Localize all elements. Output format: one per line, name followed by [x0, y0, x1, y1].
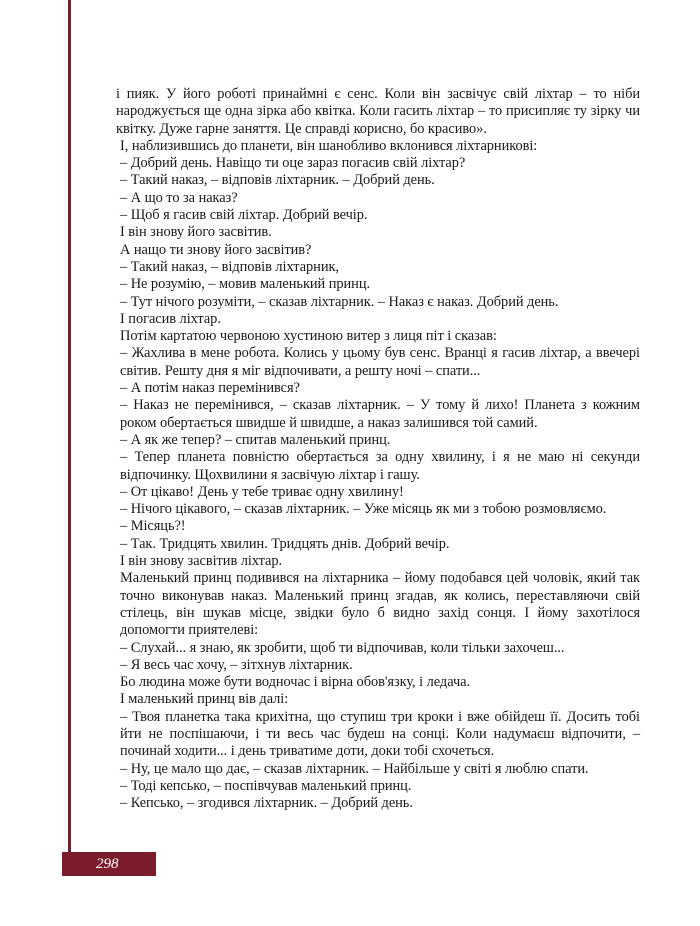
- paragraph-11: – Тут нічого розуміти, – сказав ліхтарник. – Наказ є наказ. Добрий день.: [120, 293, 559, 310]
- paragraph-6: – Щоб я гасив свій ліхтар. Добрий вечір.: [120, 207, 368, 224]
- paragraph-32: – Кепсько, – згодився ліхтарник. – Добрий день.: [120, 795, 413, 812]
- margin-rule: [68, 0, 71, 876]
- paragraph-22: – Так. Тридцять хвилин. Тридцять днів. Добрий вечір.: [120, 535, 450, 552]
- paragraph-28: І маленький принц вів далі:: [120, 691, 289, 708]
- paragraph-1: і пияк. У його роботі принаймні є сенс. Коли він засвічує свій ліхтар – то ніби народжується ще одна зірка або квітка. Коли гасить ліхтар – то присипляє ту зірку чи квітку. Дуже гарне заняття. Це справді корисно, бо красиво».: [116, 86, 640, 137]
- paragraph-25: – Слухай... я знаю, як зробити, щоб ти відпочивав, коли тільки захочеш...: [120, 639, 565, 656]
- paragraph-15: – А потім наказ перемінився?: [120, 380, 300, 397]
- paragraph-17: – А як же тепер? – спитав маленький принц.: [120, 431, 391, 448]
- paragraph-2: І, наблизившись до планети, він шанобливо вклонився ліхтарникові:: [120, 137, 538, 154]
- paragraph-24: Маленький принц подивився на ліхтарника – йому подобався цей чоловік, який так точно виконував наказ. Маленький принц згадав, як колись, переставляючи свій стілець, він шукав місце, звідки було б видно захід сонця. І йому захотілося допомогти приятелеві:: [120, 570, 640, 639]
- body-text: [116, 86, 640, 812]
- paragraph-31: – Тоді кепсько, – поспівчував маленький принц.: [120, 777, 412, 794]
- page-number: 298: [96, 856, 119, 872]
- paragraph-8: А нащо ти знову його засвітив?: [120, 241, 312, 258]
- paragraph-30: – Ну, це мало що дає, – сказав ліхтарник. – Найбільше у світі я люблю спати.: [120, 760, 589, 777]
- paragraph-9: – Такий наказ, – відповів ліхтарник,: [120, 258, 339, 275]
- paragraph-7: І він знову його засвітив.: [120, 224, 272, 241]
- paragraph-10: – Не розумію, – мовив маленький принц.: [120, 276, 371, 293]
- paragraph-12: І погасив ліхтар.: [120, 310, 221, 327]
- paragraph-27: Бо людина може бути водночас і вірна обов'язку, і ледача.: [120, 674, 471, 691]
- paragraph-20: – Нічого цікавого, – сказав ліхтарник. – Уже місяць як ми з тобою розмовляємо.: [120, 501, 607, 518]
- paragraph-16: – Наказ не перемінився, – сказав ліхтарник. – У тому й лихо! Планета з кожним роком обертається швидше й швидше, а наказ залишився той самий.: [120, 397, 640, 431]
- paragraph-4: – Такий наказ, – відповів ліхтарник. – Добрий день.: [120, 172, 435, 189]
- paragraph-29: – Твоя планетка така крихітна, що ступиш три кроки і вже обійдеш її. Досить тобі йти не поспішаючи, і ти весь час будеш на сонці. Коли надумаєш відпочити, – починай ходити... і день триватиме доти, доки тобі схочеться.: [120, 708, 640, 760]
- paragraph-19: – От цікаво! День у тебе триває одну хвилину!: [120, 483, 404, 500]
- paragraph-23: І він знову засвітив ліхтар.: [120, 553, 283, 570]
- paragraph-18: – Тепер планета повністю обертається за одну хвилину, і я не маю ні секунди відпочинку. Щохвилини я засвічую ліхтар і гашу.: [120, 449, 640, 483]
- paragraph-3: – Добрий день. Навіщо ти оце зараз погасив свій ліхтар?: [120, 155, 466, 172]
- paragraph-5: – А що то за наказ?: [120, 189, 238, 206]
- paragraph-26: – Я весь час хочу, – зітхнув ліхтарник.: [120, 656, 353, 673]
- paragraph-14: – Жахлива в мене робота. Колись у цьому був сенс. Вранці я гасив ліхтар, а ввечері світив. Решту дня я міг відпочивати, а решту ночі – спати...: [120, 345, 640, 379]
- paragraph-13: Потім картатою червоною хустиною витер з лиця піт і сказав:: [120, 328, 497, 345]
- paragraph-21: – Місяць?!: [120, 518, 186, 535]
